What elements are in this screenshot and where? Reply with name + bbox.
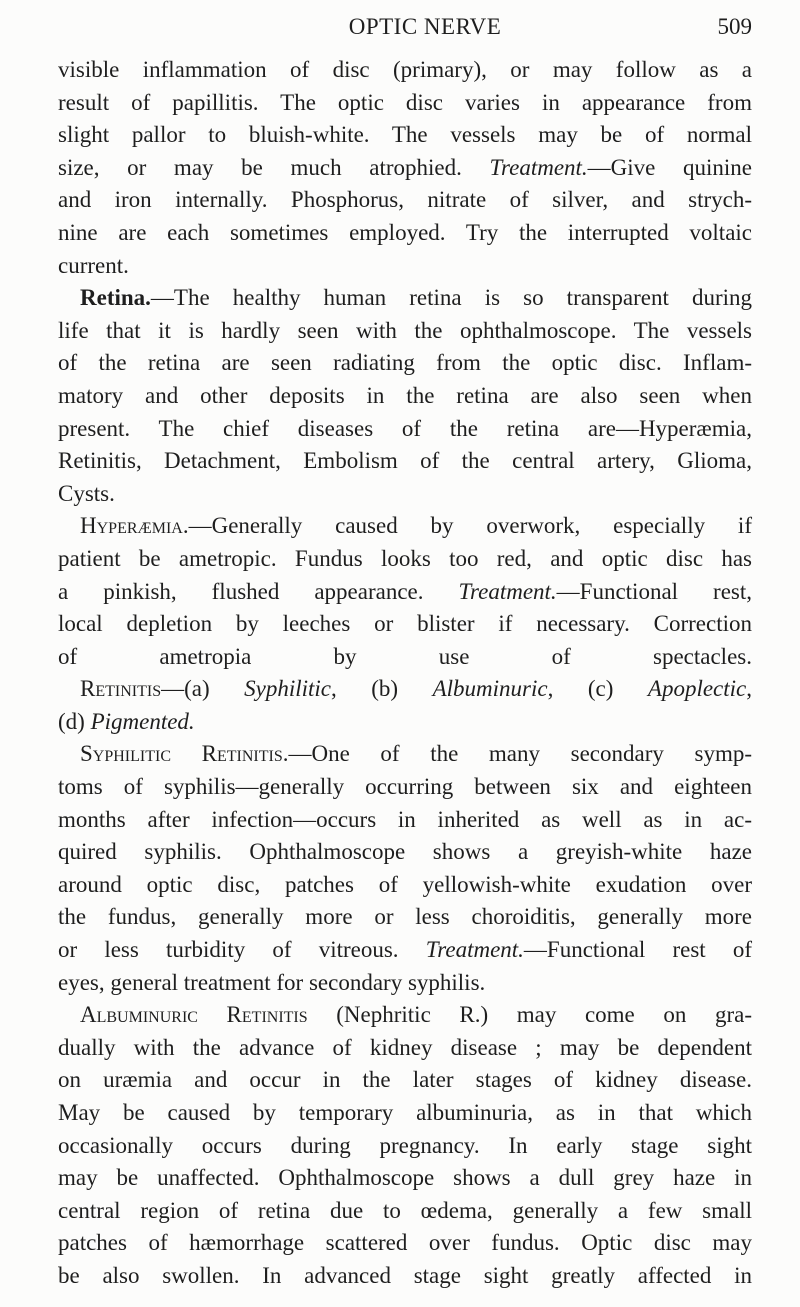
text-line [58,347,752,380]
subsection-heading: Albuminuric Retinitis [80,1002,308,1028]
page-header [58,14,752,46]
text-line [58,641,752,674]
text-line [58,1130,752,1163]
subsection-heading: Hyperæmia. [80,513,189,539]
text-run: on uræmia and occur in the later stages of kidney disease. [58,1067,752,1093]
text-run: and iron internally. Phosphorus, nitrate of silver, and strych- [58,187,752,213]
text-run: central region of retina due to œdema, generally a few small [58,1197,752,1223]
text-run: result of papillitis. The optic disc varies in appearance from [58,89,752,115]
text-line [58,1032,752,1065]
text-run: eyes, general treatment for secondary syphilis. [58,969,486,995]
text-run: present. The chief diseases of the retina are—Hyperæmia, [58,415,752,441]
text-line [58,1260,752,1293]
text-run: dually with the advance of kidney disease ; may be dependent [58,1034,752,1060]
text-line [58,1195,752,1228]
section-heading: Retina. [80,285,151,311]
text-run: a pinkish, flushed appearance. [58,578,459,604]
subsection-heading: Retinitis [80,676,162,702]
text-line [58,576,752,609]
text-run: , (c) [547,676,648,702]
text-line [58,1097,752,1130]
text-run: of the retina are seen radiating from the optic disc. Inflam- [58,350,752,376]
text-line [58,87,752,120]
text-run: be also swollen. In advanced stage sight greatly affected in [58,1262,752,1288]
text-run: matory and other deposits in the retina are also seen when [58,382,752,408]
text-run: size, or may be much atrophied. [58,154,490,180]
text-line [58,510,752,543]
text-line [58,413,752,446]
text-run: patches of hæmorrhage scattered over fundus. Optic disc may [58,1230,752,1256]
text-line [58,608,752,641]
text-line [58,673,752,706]
text-line [58,804,752,837]
text-run: slight pallor to bluish-white. The vessels may be of normal [58,122,752,148]
text-run: —The healthy human retina is so transparent during [150,285,752,311]
text-run: around optic disc, patches of yellowish-white exudation over [58,871,752,897]
text-run: Cysts. [58,480,115,506]
text-run: Retinitis, Detachment, Embolism of the central artery, Glioma, [58,448,752,474]
text-line [58,836,752,869]
text-run: life that it is hardly seen with the ophthalmoscope. The vessels [58,317,752,343]
text-run: visible inflammation of disc (primary), or may follow as a [58,57,752,82]
text-line [58,1227,752,1260]
text-run: local depletion by leeches or blister if necessary. Correction [58,611,752,637]
text-run: patient be ametropic. Fundus looks too red, and optic disc has [58,545,752,571]
text-line [58,999,752,1032]
text-line [58,54,752,87]
text-run: nine are each sometimes employed. Try the interrupted voltaic [58,219,752,245]
text-line [58,706,752,739]
text-line [58,152,752,185]
text-line [58,1162,752,1195]
text-run: quired syphilis. Ophthalmoscope shows a greyish-white haze [58,839,752,865]
text-run: May be caused by temporary albuminuria, as in that which [58,1100,752,1125]
text-run: , [746,676,752,702]
text-run: (Nephritic R.) may come on gra- [307,1002,752,1028]
text-run: , (b) [331,676,433,702]
italic-text: Syphilitic [244,676,332,702]
text-run: —Functional rest, [556,578,752,604]
text-line [58,217,752,250]
text-run: —Functional rest of [523,937,753,963]
text-line [58,250,752,283]
text-run: or less turbidity of vitreous. [58,937,426,963]
subsection-heading: Syphilitic Retinitis. [80,741,289,767]
text-run: current. [58,252,129,278]
italic-text: Albuminuric [432,676,548,702]
italic-text: Pigmented. [90,708,195,734]
text-run: months after infection—occurs in inherited as well as in ac- [58,806,752,832]
text-line [58,315,752,348]
text-line [58,543,752,576]
text-run: —Generally caused by overwork, especially if [188,513,752,539]
text-line [58,869,752,902]
text-line [58,478,752,511]
text-run: (d) [58,708,91,734]
text-line [58,380,752,413]
text-run: —Give quinine [587,154,753,180]
body-text [58,54,752,1293]
text-run: occasionally occurs during pregnancy. In early stage sight [58,1132,752,1158]
text-run: —(a) [161,676,245,702]
text-line [58,771,752,804]
italic-text: Treatment. [489,154,588,180]
italic-text: Apoplectic [647,676,747,702]
text-line [58,738,752,771]
text-line [58,282,752,315]
text-run: may be unaffected. Ophthalmoscope shows a dull grey haze in [58,1165,752,1191]
text-line [58,184,752,217]
text-run: —One of the many secondary symp- [288,741,752,767]
text-run: of ametropia by use of spectacles. [58,643,752,669]
page-number: 509 [717,14,752,39]
text-line [58,967,752,1000]
text-run: toms of syphilis—generally occurring between six and eighteen [58,774,752,800]
text-line [58,934,752,967]
italic-text: Treatment. [458,578,557,604]
text-line [58,1064,752,1097]
italic-text: Treatment. [425,937,524,963]
text-run: the fundus, generally more or less choroiditis, generally more [58,904,752,930]
text-line [58,445,752,478]
text-line [58,119,752,152]
text-line [58,901,752,934]
running-title: OPTIC NERVE [348,14,502,39]
